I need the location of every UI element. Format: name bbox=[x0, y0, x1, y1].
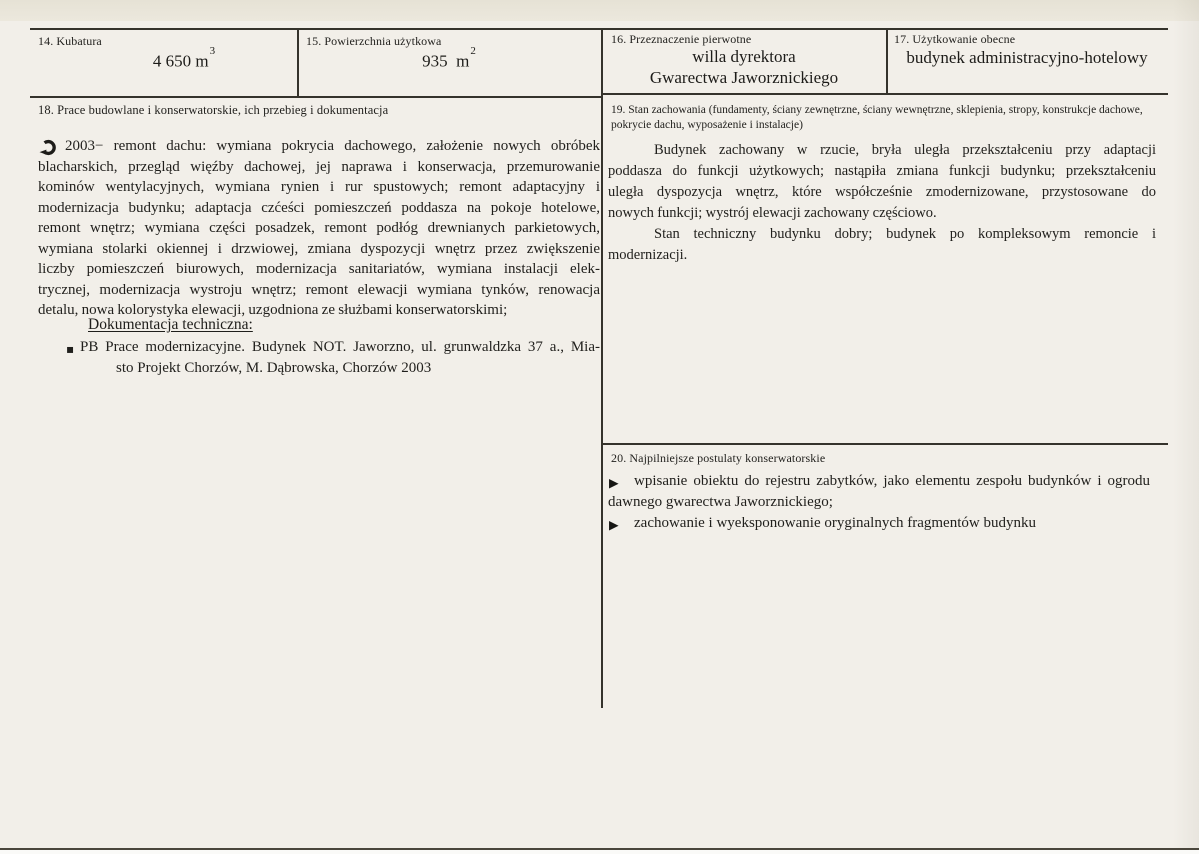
field20-postulates bbox=[608, 471, 1150, 534]
postulate-item bbox=[608, 513, 1150, 534]
field15-value bbox=[297, 45, 600, 72]
documentation-heading: Dokumentacja techniczna: bbox=[88, 316, 253, 333]
powierzchnia-exponent: 2 bbox=[470, 45, 476, 57]
scan-top-edge bbox=[0, 0, 1199, 21]
field19-paragraph-1: Budynek zachowany w rzucie, bryła uległa przekształceniu przy adaptacji poddasza do funkcji użytkowych; nastąpiła zmiana funkcji budynku; przekształceniu uległa dyspozycja wnętrz, które współcześnie zmodernizowane, przystosowane do nowych funkcji; wystrój elewacji zachowany częściowo. bbox=[608, 142, 1156, 221]
postulate-item-text: wpisanie obiektu do rejestru zabytków, jako elementu zespołu budynków i ogrodu dawnego gwarectwa Jaworznickiego; bbox=[608, 473, 1150, 510]
field15-label: 15. Powierzchnia użytkowa bbox=[306, 34, 442, 48]
field14-label: 14. Kubatura bbox=[38, 34, 102, 48]
square-bullet-icon: ▪ bbox=[66, 342, 75, 356]
field17-value: budynek administracyjno-hotelowy bbox=[906, 48, 1148, 67]
powierzchnia-number: 935 m bbox=[422, 51, 470, 71]
field17-label: 17. Użytkowanie obecne bbox=[894, 32, 1016, 46]
field16-label: 16. Przeznaczenie pierwotne bbox=[611, 32, 752, 46]
field16-value-line1: willa dyrektora bbox=[692, 47, 796, 66]
field19-label: 19. Stan zachowania (fundamenty, ściany zewnętrzne, ściany wewnętrzne, sklepienia, stropy, konstrukcje dachowe, pokrycie dachu, wyposażenie i instalacje) bbox=[611, 104, 1143, 131]
triangle-bullet-icon: ▶ bbox=[609, 475, 619, 490]
table-top-border bbox=[30, 28, 1168, 30]
scan-right-edge bbox=[1173, 0, 1199, 854]
field18-paragraph: 2003− remont dachu: wymiana pokrycia dachowego, założenie nowych obróbek blacharskich, przegląd więźby dachowej, jej naprawa i konserwacja, przemurowanie kominów wentylacyjnych, wymiana rynien i rur spustowych; remont adaptacyjny i modernizacja budynku; adaptacja czćeści pomieszczeń poddasza na pokoje hotelowe, remont wnętrz; wymiana części posadzek, remont podłóg drewnianych parkietowych, wymiana stolarki okiennej i drzwiowej, zmiana dyspozycji wnętrz przez zwiększenie liczby pomieszczeń biurowych, modernizacja sanitariatów, wymiana instalacji elek- trycznej, modernizacja wystroju wnętrz; remont elewacji wymiana tynków, renowacja detalu, nowa kolorystyka elewacji, uzgodniona ze służbami konserwatorskimi; bbox=[38, 138, 600, 318]
scan-bottom-margin bbox=[0, 850, 1199, 854]
divider-field19-20 bbox=[602, 443, 1168, 445]
kubatura-number: 4 650 m bbox=[152, 51, 209, 71]
field16-value-line2: Gwarectwa Jaworznickiego bbox=[649, 68, 839, 87]
documentation-item-text: PB Prace modernizacyjne. Budynek NOT. Jaworzno, ul. grunwaldzka 37 a., Mia- sto Projekt Chorzów, M. Dąbrowska, Chorzów 2003 bbox=[80, 339, 600, 376]
divider-center-column bbox=[601, 28, 603, 708]
triangle-bullet-icon: ▶ bbox=[609, 517, 619, 532]
field18-label: 18. Prace budowlane i konserwatorskie, ich przebieg i dokumentacja bbox=[38, 103, 389, 117]
postulate-item bbox=[608, 471, 1150, 513]
postulate-item-text: zachowanie i wyeksponowanie oryginalnych fragmentów budynku bbox=[634, 515, 1036, 531]
field20-label: 20. Najpilniejsze postulaty konserwatorskie bbox=[611, 451, 826, 465]
kubatura-exponent: 3 bbox=[209, 45, 216, 57]
row-border-right bbox=[601, 93, 1168, 95]
field19-paragraph-2: Stan techniczny budynku dobry; budynek po kompleksowym remoncie i modernizacji. bbox=[608, 226, 1156, 263]
documentation-item bbox=[66, 337, 600, 378]
field14-value bbox=[30, 45, 297, 72]
row-border-left bbox=[30, 96, 602, 98]
